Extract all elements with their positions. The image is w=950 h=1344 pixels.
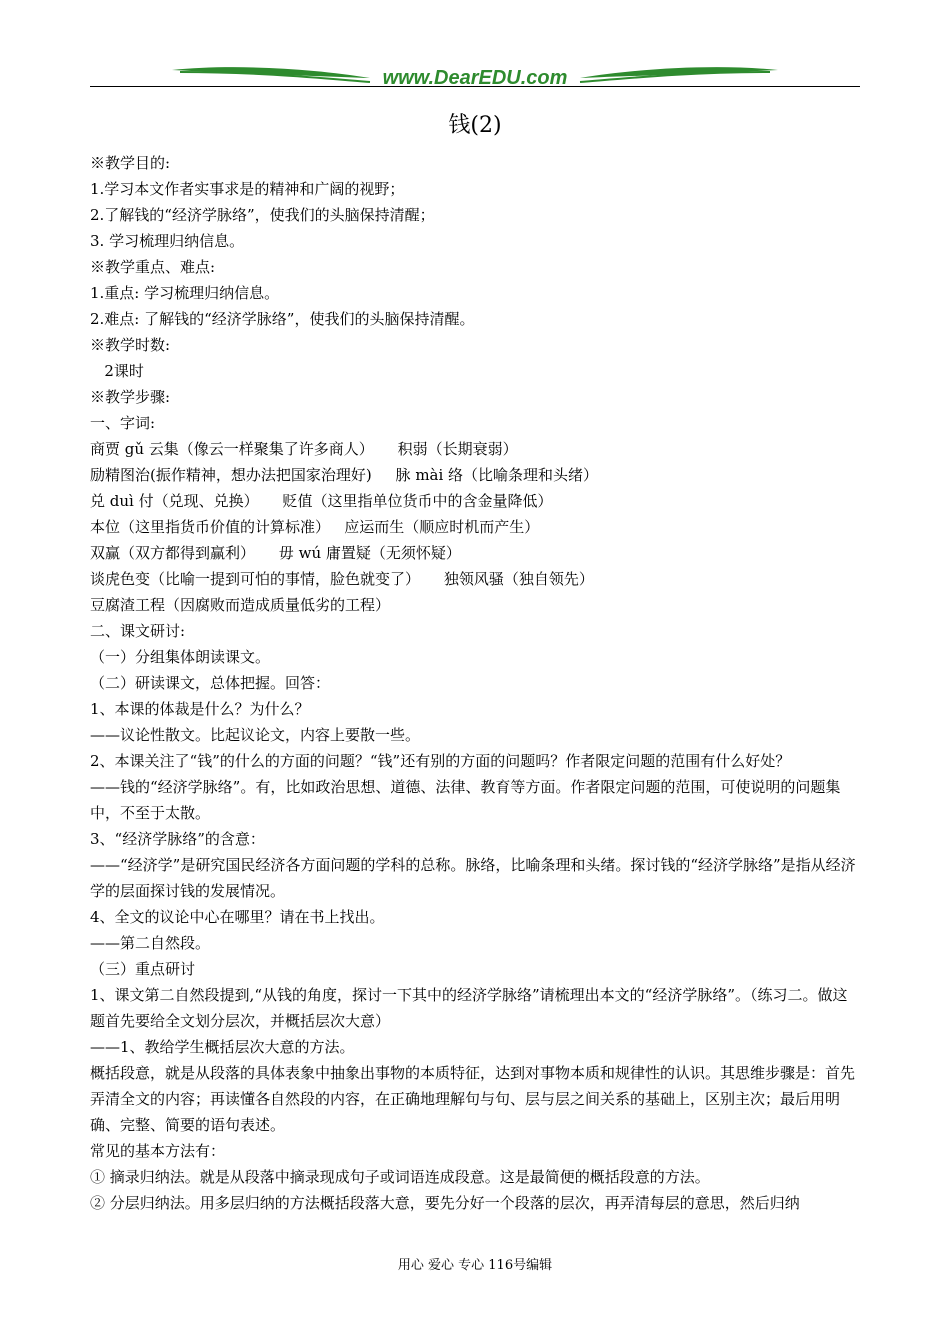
- body-line: 励精图治(振作精神，想办法把国家治理好) 脉 mài 络（比喻条理和头绪）: [90, 466, 599, 484]
- body-line: 谈虎色变（比喻一提到可怕的事情，脸色就变了） 独领风骚（独自领先）: [90, 570, 594, 588]
- body-line: 1、课文第二自然段提到,“从钱的角度，探讨一下其中的经济学脉络”请梳理出本文的“经济学脉络”。（练习二。做这题首先要给全文划分层次，并概括层次大意）: [90, 986, 848, 1030]
- logo-site-text: www.DearEDU.com: [382, 67, 568, 89]
- body-line: 4、全文的议论中心在哪里？请在书上找出。: [90, 908, 385, 926]
- body-line: 1、本课的体裁是什么？为什么？: [90, 700, 310, 718]
- body-line: ——1、教给学生概括层次大意的方法。: [90, 1038, 355, 1056]
- body-line: 一、字词:: [90, 414, 156, 432]
- body-line: ② 分层归纳法。用多层归纳的方法概括段落大意，要先分好一个段落的层次，再弄清每层的意思，然后归纳: [90, 1194, 800, 1212]
- body-line: 商贾 gǔ 云集（像云一样聚集了许多商人） 积弱（长期衰弱）: [90, 440, 518, 458]
- body-line: （一）分组集体朗读课文。: [90, 648, 271, 666]
- body-line: （二）研读课文，总体把握。回答：: [90, 674, 331, 692]
- body-line: 1.学习本文作者实事求是的精神和广阔的视野；: [90, 180, 405, 198]
- body-line: 2.了解钱的“经济学脉络”，使我们的头脑保持清醒；: [90, 206, 435, 224]
- body-line: （三）重点研讨: [90, 960, 196, 978]
- document-body: [90, 150, 860, 1216]
- body-line: 1.重点: 学习梳理归纳信息。: [90, 284, 280, 302]
- body-line: 概括段意，就是从段落的具体表象中抽象出事物的本质特征，达到对事物本质和规律性的认识。其思维步骤是：首先弄清全文的内容；再读懂各自然段的内容，在正确地理解句与句、层与层之间关系的基础上，区别主次；最后用明确、完整、简要的语句表述。: [90, 1064, 856, 1134]
- body-line: ※教学重点、难点:: [90, 258, 216, 276]
- body-line: 豆腐渣工程（因腐败而造成质量低劣的工程）: [90, 596, 391, 614]
- body-line: 2、本课关注了“钱”的什么的方面的问题？“钱”还有别的方面的问题吗？作者限定问题的范围有什么好处？: [90, 752, 791, 770]
- body-line: ① 摘录归纳法。就是从段落中摘录现成句子或词语连成段意。这是最简便的概括段意的方法。: [90, 1168, 710, 1186]
- dearedu-logo: [170, 60, 780, 92]
- body-line: ※教学目的:: [90, 154, 171, 172]
- body-line: 本位（这里指货币价值的计算标准） 应运而生（顺应时机而产生）: [90, 518, 540, 536]
- body-line: 双赢（双方都得到赢利） 毋 wú 庸置疑（无须怀疑）: [90, 544, 461, 562]
- header-rule: [90, 86, 860, 87]
- page-footer: 用心 爱心 专心 116号编辑: [397, 1258, 553, 1273]
- body-line: 3、“经济学脉络”的含意：: [90, 830, 265, 848]
- body-line: 常见的基本方法有：: [90, 1142, 226, 1160]
- body-line: ※教学步骤:: [90, 388, 171, 406]
- body-line: 2.难点: 了解钱的“经济学脉络”，使我们的头脑保持清醒。: [90, 310, 475, 328]
- body-line: ——“经济学”是研究国民经济各方面问题的学科的总称。脉络，比喻条理和头绪。探讨钱的“经济学脉络”是指从经济学的层面探讨钱的发展情况。: [90, 856, 856, 900]
- page-title: 钱(2): [448, 113, 502, 138]
- body-line: ——议论性散文。比起议论文，内容上要散一些。: [90, 726, 421, 744]
- body-line: ——钱的“经济学脉络”。有，比如政治思想、道德、法律、教育等方面。作者限定问题的范围，可使说明的问题集中，不至于太散。: [90, 778, 841, 822]
- body-line: 2课时: [90, 362, 144, 380]
- body-line: ※教学时数:: [90, 336, 171, 354]
- body-line: ——第二自然段。: [90, 934, 211, 952]
- body-line: 二、课文研讨:: [90, 622, 186, 640]
- body-line: 3. 学习梳理归纳信息。: [90, 232, 245, 250]
- body-line: 兑 duì 付（兑现、兑换） 贬值（这里指单位货币中的含金量降低）: [90, 492, 553, 510]
